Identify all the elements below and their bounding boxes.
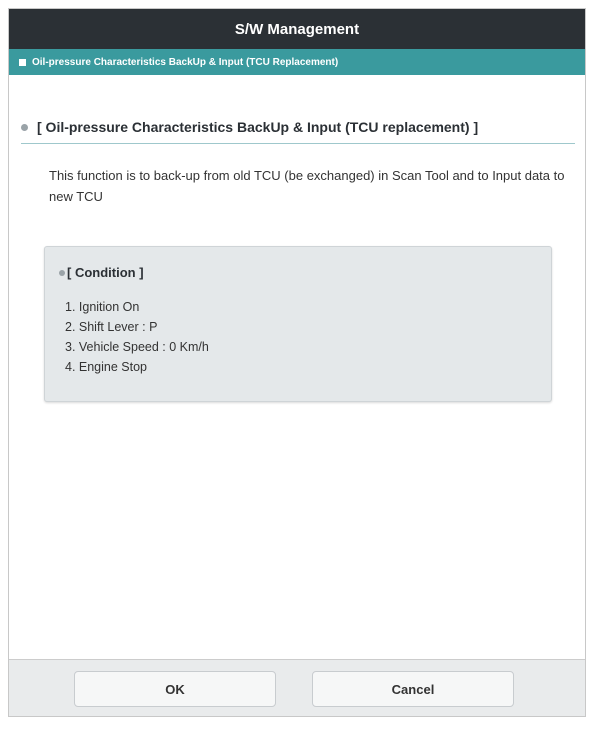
condition-item: 4. Engine Stop <box>65 360 148 374</box>
sw-management-dialog <box>8 8 586 717</box>
condition-item: 1. Ignition On <box>65 300 140 314</box>
condition-list <box>65 297 209 377</box>
cancel-button[interactable]: Cancel <box>312 671 514 707</box>
section-heading-text: [ Oil-pressure Characteristics BackUp & Input (TCU replacement) ] <box>37 119 479 135</box>
bullet-icon <box>21 124 28 131</box>
condition-box <box>44 246 552 402</box>
window-titlebar <box>9 9 585 49</box>
subheader-bar <box>9 49 585 75</box>
bullet-icon <box>59 270 65 276</box>
condition-title <box>59 265 144 280</box>
subheader-label: Oil-pressure Characteristics BackUp & Input (TCU Replacement) <box>32 56 339 68</box>
condition-title-text: [ Condition ] <box>67 265 144 280</box>
condition-item: 3. Vehicle Speed : 0 Km/h <box>65 340 209 354</box>
square-bullet-icon <box>19 59 26 66</box>
ok-button[interactable]: OK <box>74 671 276 707</box>
function-description: This function is to back-up from old TCU (be exchanged) in Scan Tool and to Input data to new TCU <box>49 168 565 204</box>
dialog-footer <box>9 659 585 716</box>
section-heading <box>21 117 575 144</box>
window-title: S/W Management <box>234 20 360 38</box>
condition-item: 2. Shift Lever : P <box>65 320 158 334</box>
